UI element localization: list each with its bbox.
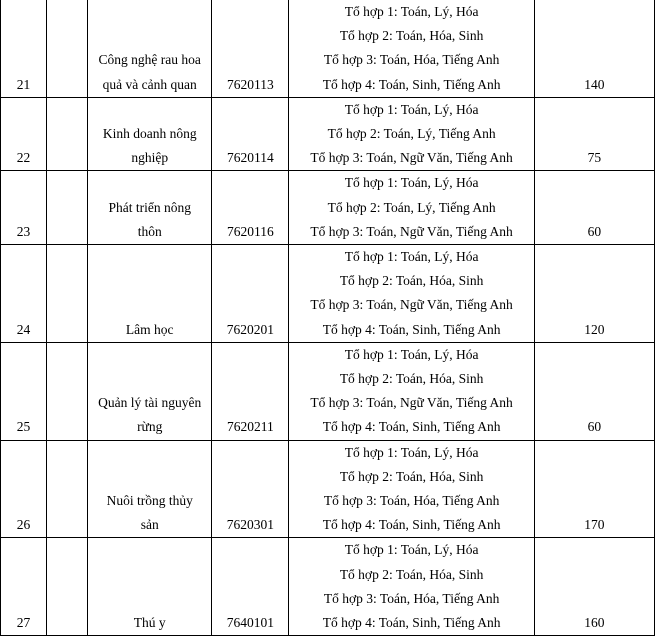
combination-line: Tổ hợp 2: Toán, Lý, Tiếng Anh (327, 126, 496, 142)
major-name (88, 171, 212, 245)
table-body (1, 0, 655, 636)
combination-line: Tổ hợp 4: Toán, Sinh, Tiếng Anh (322, 615, 501, 631)
combination-line: Tổ hợp 4: Toán, Sinh, Tiếng Anh (322, 321, 501, 337)
blank-cell (47, 440, 88, 538)
major-name (88, 440, 212, 538)
combination-line: Tổ hợp 2: Toán, Hóa, Sinh (339, 28, 484, 44)
quota: 75 (534, 97, 654, 171)
combination-line: Tổ hợp 4: Toán, Sinh, Tiếng Anh (322, 76, 501, 92)
major-name (88, 97, 212, 171)
quota: 120 (534, 245, 654, 343)
row-number: 26 (1, 440, 47, 538)
major-code: 7620113 (212, 0, 289, 97)
row-number: 21 (1, 0, 47, 97)
combination-line: Tổ hợp 1: Toán, Lý, Hóa (344, 346, 479, 362)
major-name-line: sản (140, 517, 159, 533)
quota: 170 (534, 440, 654, 538)
blank-cell (47, 0, 88, 97)
combination-line: Tổ hợp 3: Toán, Ngữ Văn, Tiếng Anh (310, 150, 513, 166)
combination-line: Tổ hợp 3: Toán, Ngữ Văn, Tiếng Anh (310, 395, 513, 411)
combination-line: Tổ hợp 2: Toán, Hóa, Sinh (339, 371, 484, 387)
major-name-line: Kinh doanh nông (102, 126, 197, 142)
major-name-line: Công nghệ rau hoa (98, 52, 201, 68)
row-number: 23 (1, 171, 47, 245)
major-name-line: rừng (137, 419, 163, 435)
blank-cell (47, 245, 88, 343)
quota: 60 (534, 342, 654, 440)
major-name (88, 245, 212, 343)
major-name-line: Nuôi trồng thủy (106, 493, 193, 509)
major-code: 7620211 (212, 342, 289, 440)
combination-line: Tổ hợp 1: Toán, Lý, Hóa (344, 249, 479, 265)
major-name-line: nghiệp (131, 150, 169, 166)
major-code: 7620201 (212, 245, 289, 343)
major-name-line: Thú y (133, 615, 166, 631)
subject-combinations (289, 171, 534, 245)
major-code: 7620116 (212, 171, 289, 245)
row-number: 24 (1, 245, 47, 343)
quota: 140 (534, 0, 654, 97)
combination-line: Tổ hợp 4: Toán, Sinh, Tiếng Anh (322, 419, 501, 435)
major-code: 7620114 (212, 97, 289, 171)
table-row (1, 440, 655, 538)
table-row (1, 0, 655, 97)
major-name-line: Lâm học (125, 321, 174, 337)
row-number: 27 (1, 538, 47, 636)
combination-line: Tổ hợp 2: Toán, Hóa, Sinh (339, 566, 484, 582)
major-name (88, 342, 212, 440)
blank-cell (47, 171, 88, 245)
table-row (1, 538, 655, 636)
blank-cell (47, 538, 88, 636)
major-name-line: thôn (137, 223, 162, 239)
major-name-line: quả và cảnh quan (102, 76, 197, 92)
combination-line: Tổ hợp 1: Toán, Lý, Hóa (344, 175, 479, 191)
blank-cell (47, 342, 88, 440)
combination-line: Tổ hợp 2: Toán, Lý, Tiếng Anh (327, 199, 496, 215)
table-row (1, 171, 655, 245)
major-code: 7640101 (212, 538, 289, 636)
subject-combinations (289, 0, 534, 97)
combination-line: Tổ hợp 2: Toán, Hóa, Sinh (339, 468, 484, 484)
combination-line: Tổ hợp 4: Toán, Sinh, Tiếng Anh (322, 517, 501, 533)
major-name (88, 538, 212, 636)
combination-line: Tổ hợp 1: Toán, Lý, Hóa (344, 542, 479, 558)
subject-combinations (289, 342, 534, 440)
row-number: 22 (1, 97, 47, 171)
combination-line: Tổ hợp 3: Toán, Ngữ Văn, Tiếng Anh (310, 297, 513, 313)
blank-cell (47, 97, 88, 171)
major-code: 7620301 (212, 440, 289, 538)
combination-line: Tổ hợp 3: Toán, Hóa, Tiếng Anh (323, 590, 500, 606)
table-row (1, 245, 655, 343)
subject-combinations (289, 538, 534, 636)
combination-line: Tổ hợp 3: Toán, Ngữ Văn, Tiếng Anh (310, 223, 513, 239)
combination-line: Tổ hợp 1: Toán, Lý, Hóa (344, 101, 479, 117)
quota: 60 (534, 171, 654, 245)
major-name-line: Phát triển nông (108, 199, 191, 215)
table-row (1, 97, 655, 171)
major-name-line: Quản lý tài nguyên (98, 395, 202, 411)
subject-combinations (289, 245, 534, 343)
subject-combinations (289, 440, 534, 538)
combination-line: Tổ hợp 2: Toán, Hóa, Sinh (339, 273, 484, 289)
combination-line: Tổ hợp 1: Toán, Lý, Hóa (344, 444, 479, 460)
subject-combinations (289, 97, 534, 171)
table-row (1, 342, 655, 440)
quota: 160 (534, 538, 654, 636)
combination-line: Tổ hợp 1: Toán, Lý, Hóa (344, 4, 479, 19)
combination-line: Tổ hợp 3: Toán, Hóa, Tiếng Anh (323, 52, 500, 68)
major-name (88, 0, 212, 97)
combination-line: Tổ hợp 3: Toán, Hóa, Tiếng Anh (323, 493, 500, 509)
row-number: 25 (1, 342, 47, 440)
